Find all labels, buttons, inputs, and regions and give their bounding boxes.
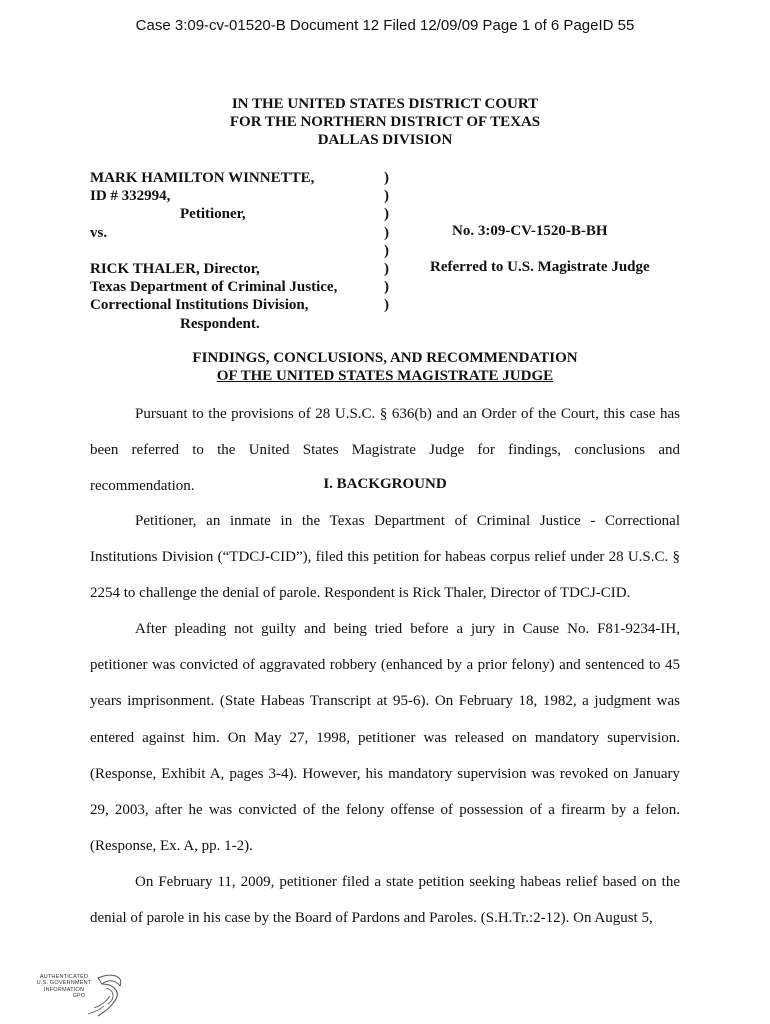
title-line-1: FINDINGS, CONCLUSIONS, AND RECOMMENDATION [192,350,578,366]
caption-paren: ) [384,170,389,186]
intro-paragraph: Pursuant to the provisions of 28 U.S.C. § 636(b) and an Order of the Court, this case has been referred to the United States Magistrate Judge for findings, conclusions and recommendation. [90,406,680,495]
case-number: No. 3:09-CV-1520-B-BH [452,223,608,239]
court-line-2: FOR THE NORTHERN DISTRICT OF TEXAS [229,114,541,130]
caption-blank-line [90,242,390,260]
respondent-department: Texas Department of Criminal Justice, [90,279,338,296]
gpo-line: U.S. GOVERNMENT [36,980,92,987]
background-paragraph-1: Petitioner, an inmate in the Texas Department of Criminal Justice - Correctional Institutions Division (“TDCJ-CID”), filed this petition for habeas corpus relief under 28 U.S.C. § 2254 to challenge the denial of parole. Respondent is Rick Thaler, Director of TDCJ-CID. [90,513,680,602]
eagle-icon [28,970,128,1018]
respondent-role: Respondent. [180,315,260,332]
court-line-1: IN THE UNITED STATES DISTRICT COURT [231,96,539,112]
caption-paren: ) [384,242,389,259]
case-caption-parties [90,169,390,333]
petitioner-name: MARK HAMILTON WINNETTE, [90,170,315,186]
petitioner-id: ID # 332994, [90,188,171,205]
caption-paren: ) [384,206,389,223]
caption-paren: ) [384,261,389,278]
caption-paren: ) [384,297,389,314]
court-heading [0,95,770,149]
respondent-name: RICK THALER, Director, [90,261,260,278]
document-title [0,349,770,385]
title-line-2: OF THE UNITED STATES MAGISTRATE JUDGE [216,368,554,384]
caption-parentheses [384,169,396,315]
caption-paren: ) [384,188,389,205]
gpo-authentication-seal [28,970,128,1018]
caption-paren: ) [384,279,389,296]
court-line-3: DALLAS DIVISION [317,132,453,148]
background-paragraph-2: After pleading not guilty and being tried before a jury in Cause No. F81-9234-IH, petitioner was convicted of aggravated robbery (enhanced by a prior felony) and sentenced to 45 years imprisonment. (State Habeas Transcript at 95-6). On February 18, 1982, a judgment was entered against him. On May 27, 1998, petitioner was released on mandatory supervision. (Response, Exhibit A, pages 3-4). However, his mandatory supervision was revoked on January 29, 2003, after he was convicted of the felony offense of possession of a firearm by a felon. (Response, Ex. A, pp. 1-2). [90,621,680,855]
respondent-division: Correctional Institutions Division, [90,297,309,314]
caption-paren: ) [384,224,389,241]
gpo-line: GPO [72,993,86,1000]
gpo-line: AUTHENTICATED [39,974,89,980]
referral-note: Referred to U.S. Magistrate Judge [430,259,650,275]
background-paragraph-3: On February 11, 2009, petitioner filed a state petition seeking habeas relief based on the denial of parole in his case by the Board of Pardons and Paroles. (S.H.Tr.:2-12). On August 5, [90,874,680,927]
gpo-line: INFORMATION [43,986,85,993]
section-heading: I. BACKGROUND [323,476,447,492]
case-header-stamp: Case 3:09-cv-01520-B Document 12 Filed 12/09/09 Page 1 of 6 PageID 55 [135,17,635,34]
versus: vs. [90,224,108,241]
petitioner-role: Petitioner, [180,206,246,223]
